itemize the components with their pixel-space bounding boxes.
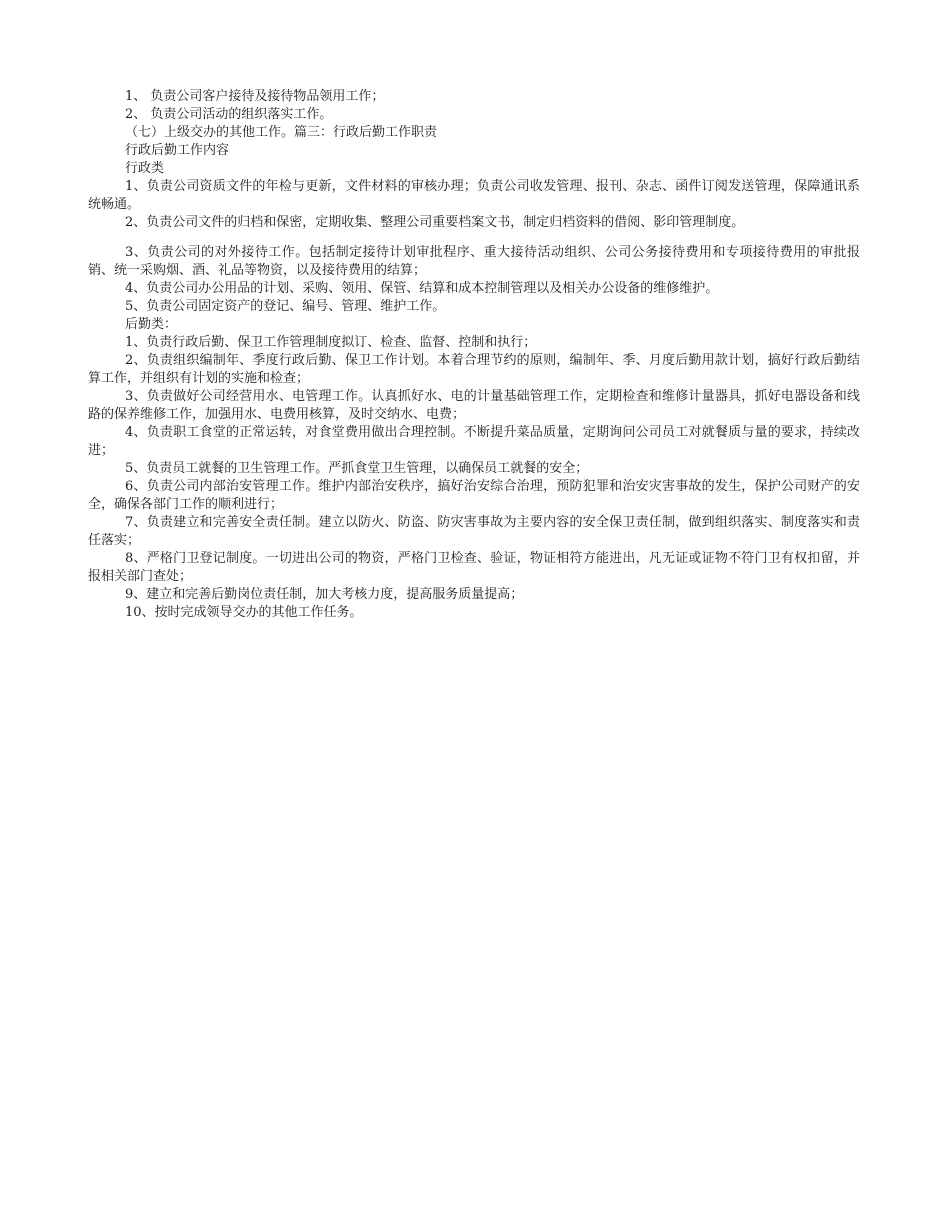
paragraph: 1、负责行政后勤、保卫工作管理制度拟订、检查、监督、控制和执行；: [125, 335, 537, 350]
paragraph: 7、负责建立和完善安全责任制。建立以防火、防盗、防灾害事故为主要内容的安全保卫责任制，做到组织落实、制度落实和责任落实；: [88, 515, 860, 548]
paragraph: 9、建立和完善后勤岗位责任制，加大考核力度，提高服务质量提高；: [125, 587, 524, 602]
paragraph: 3、负责做好公司经营用水、电管理工作。认真抓好水、电的计量基础管理工作，定期检查和维修计量器具，抓好电器设备和线路的保养维修工作，加强用水、电费用核算，及时交纳水、电费；: [88, 389, 860, 422]
spacer: [88, 232, 860, 244]
paragraph: 1、负责公司资质文件的年检与更新，文件材料的审核办理；负责公司收发管理、报刊、杂志、函件订阅发送管理，保障通讯系统畅通。: [88, 179, 860, 212]
paragraph: 8、严格门卫登记制度。一切进出公司的物资，严格门卫检查、验证，物证相符方能进出，凡无证或证物不符门卫有权扣留，并报相关部门查处；: [88, 551, 860, 584]
category-heading: 行政类: [125, 161, 165, 176]
paragraph: 4、负责公司办公用品的计划、采购、领用、保管、结算和成本控制管理以及相关办公设备的维修维护。: [125, 281, 719, 296]
section-heading: （七）上级交办的其他工作。篇三：行政后勤工作职责: [125, 125, 438, 140]
paragraph: 2、 负责公司活动的组织落实工作。: [125, 107, 333, 122]
paragraph: 10、按时完成领导交办的其他工作任务。: [125, 605, 363, 620]
paragraph: 5、负责公司固定资产的登记、编号、管理、维护工作。: [125, 299, 446, 314]
paragraph: 3、负责公司的对外接待工作。包括制定接待计划审批程序、重大接待活动组织、公司公务接待费用和专项接待费用的审批报销、统一采购烟、酒、礼品等物资，以及接待费用的结算；: [88, 245, 860, 278]
section-heading: 行政后勤工作内容: [125, 143, 230, 158]
paragraph: 5、负责员工就餐的卫生管理工作。严抓食堂卫生管理，以确保员工就餐的安全；: [125, 461, 589, 476]
category-heading: 后勤类：: [125, 317, 178, 332]
paragraph: 2、负责公司文件的归档和保密，定期收集、整理公司重要档案文书，制定归档资料的借阅、影印管理制度。: [125, 215, 745, 230]
paragraph: 1、 负责公司客户接待及接待物品领用工作；: [125, 89, 385, 104]
paragraph: 4、负责职工食堂的正常运转，对食堂费用做出合理控制。不断提升菜品质量，定期询问公司员工对就餐质与量的要求，持续改进；: [88, 425, 860, 458]
paragraph: 6、负责公司内部治安管理工作。维护内部治安秩序，搞好治安综合治理，预防犯罪和治安灾害事故的发生，保护公司财产的安全，确保各部门工作的顺利进行；: [88, 479, 860, 512]
document-body: [88, 88, 860, 622]
paragraph: 2、负责组织编制年、季度行政后勤、保卫工作计划。本着合理节约的原则，编制年、季、月度后勤用款计划，搞好行政后勤结算工作，并组织有计划的实施和检查；: [88, 353, 860, 386]
